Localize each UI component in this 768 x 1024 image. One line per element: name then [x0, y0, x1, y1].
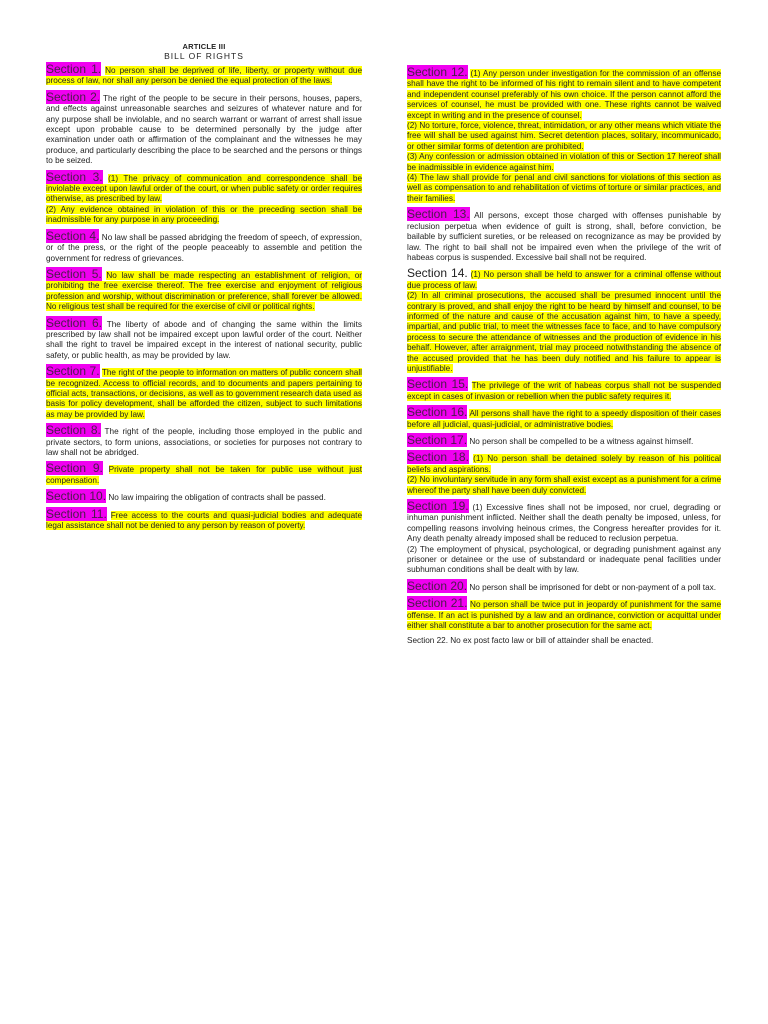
section-label: Section 19.: [407, 499, 469, 514]
section-subparagraph: [46, 205, 362, 226]
section-text: No law impairing the obligation of contracts shall be passed.: [108, 493, 326, 503]
section-subtext: (4) The law shall provide for penal and civil sanctions for violations of this section as well as compensation to and rehabilitation of victims of torture or similar practices, and their families.: [407, 173, 721, 203]
section-label: Section 16.: [407, 405, 468, 420]
section-left-6: [46, 365, 362, 420]
section-paragraph: [46, 268, 362, 313]
section-label: Section 13.: [407, 207, 470, 222]
section-text: The right of the people, including those employed in the public and private sectors, to form unions, associations, or societies for purposes not contrary to law shall not be abridged.: [46, 427, 362, 457]
section-paragraph: [46, 365, 362, 420]
section-paragraph: [407, 580, 721, 593]
section-subtext: (2) In all criminal prosecutions, the accused shall be presumed innocent until the contrary is proved, and shall enjoy the right to be heard by himself and counsel, to be informed of the nature and cause of the accusation against him, to have a speedy, impartial, and public trial, to meet the witnesses face to face, and to have compulsory process to secure the attendance of witnesses and the production of evidence in his behalf. However, after arraignment, trial may proceed notwithstanding the absence of the accused provided that he has been duly notified and his failure to appear is unjustifiable.: [407, 291, 721, 373]
section-label: Section 18.: [407, 450, 469, 465]
section-paragraph: [46, 490, 362, 503]
section-paragraph: [407, 267, 721, 291]
section-right-6: [407, 451, 721, 496]
section-right-1: [407, 208, 721, 263]
section-label: Section 7.: [46, 364, 100, 379]
section-paragraph: [407, 66, 721, 121]
section-text: No person shall be compelled to be a witness against himself.: [469, 437, 694, 446]
section-text: All persons shall have the right to a speedy disposition of their cases before all judicial, quasi-judicial, or administrative bodies.: [407, 409, 722, 429]
section-subparagraph: [407, 291, 721, 374]
section-right-10: [407, 636, 721, 646]
right-sections: [407, 66, 721, 646]
section-paragraph: [407, 434, 721, 447]
section-subparagraph: [407, 475, 721, 496]
section-paragraph: [407, 597, 721, 631]
section-left-2: [46, 171, 362, 226]
section-label: Section 12.: [407, 65, 468, 79]
section-left-5: [46, 317, 362, 362]
section-label: Section 10.: [46, 489, 107, 504]
section-text: (1) Excessive fines shall not be imposed, nor cruel, degrading or inhuman punishment inflicted. Neither shall the death penalty be imposed, unless, for compelling reasons involving heinous crimes, the Congress hereafter provides for it. Any death penalty already imposed shall be reduced to reclusion perpetua.: [407, 503, 722, 544]
section-text: The privilege of the writ of habeas corpus shall not be suspended except in cases of invasion or rebellion when the public safety requires it.: [407, 381, 721, 401]
section-text: No person shall be twice put in jeopardy of punishment for the same offense. If an act is punished by a law and an ordinance, conviction or acquittal under either shall constitute a bar to another prosecution for the same act.: [407, 600, 721, 631]
section-text: The right of the people to information on matters of public concern shall be recognized. Access to official records, and to documents and papers pertaining to official acts, transactions, or decisions, as well as to government research data used as basis for policy development, shall be afforded the citizen, subject to such limitations as may be provided by law.: [46, 368, 362, 419]
section-paragraph: [407, 451, 721, 475]
section-left-9: [46, 490, 362, 503]
section-right-3: [407, 378, 721, 402]
section-text: No law shall be passed abridging the freedom of speech, of expression, or of the press, or the right of the people peaceably to assemble and petition the government for redress of grievances.: [46, 232, 362, 263]
section-right-4: [407, 406, 721, 430]
section-subparagraph: [407, 545, 721, 576]
section-paragraph: [46, 91, 362, 167]
section-label: Section 11.: [46, 506, 107, 521]
section-text: No person shall be imprisoned for debt or non-payment of a poll tax.: [469, 582, 717, 592]
section-subparagraph: [407, 173, 721, 204]
section-right-0: [407, 66, 721, 204]
section-left-1: [46, 91, 362, 167]
section-subtext: (2) No torture, force, violence, threat, intimidation, or any other means which vitiate the free will shall be used against him. Secret detention places, solitary, incommunicado, or other similar forms of detention are prohibited.: [407, 121, 721, 151]
section-text: The right of the people to be secure in their persons, houses, papers, and effects against unreasonable searches and seizures of whatever nature and for any purpose shall be inviolable, and no search warrant or warrant of arrest shall issue except upon probable cause to be determined personally by the judge after examination under oath or affirmation of the complainant and the witnesses he may produce, and particularly describing the place to be searched and the persons or things to be seized.: [46, 93, 362, 166]
right-column: [407, 66, 721, 650]
section-paragraph: [407, 378, 721, 402]
section-left-3: [46, 230, 362, 264]
section-text: Section 22. No ex post facto law or bill of attainder shall be enacted.: [407, 635, 654, 645]
section-paragraph: [46, 462, 362, 486]
section-text: (1) No person shall be held to answer for a criminal offense without due process of law.: [407, 270, 721, 290]
section-text: All persons, except those charged with offenses punishable by reclusion perpetua when evidence of guilt is strong, shall, before conviction, be bailable by sufficient sureties, or be released on recognizance as may be provided by law. The right to bail shall not be impaired even when the privilege of the writ of habeas corpus is suspended. Excessive bail shall not be required.: [407, 211, 721, 262]
section-right-5: [407, 434, 721, 447]
section-paragraph: [46, 230, 362, 264]
section-label: Section 21.: [407, 596, 468, 611]
section-right-7: [407, 500, 721, 576]
section-subtext: (2) No involuntary servitude in any form shall exist except as a punishment for a crime whereof the party shall have been duly convicted.: [407, 475, 721, 495]
section-text: Free access to the courts and quasi-judicial bodies and adequate legal assistance shall not be denied to any person by reason of poverty.: [46, 510, 362, 531]
section-text: (1) Any person under investigation for the commission of an offense shall have the right to be informed of his right to remain silent and to have competent and independent counsel preferably of his own choice. If the person cannot afford the services of counsel, he must be provided with one. These rights cannot be waived except in writing and in the presence of counsel.: [407, 69, 721, 120]
section-left-7: [46, 424, 362, 458]
section-subtext: (2) Any evidence obtained in violation of this or the preceding section shall be inadmissible for any purpose in any proceeding.: [46, 204, 362, 225]
left-column: [46, 42, 362, 535]
section-subtext: (2) The employment of physical, psychological, or degrading punishment against any prisoner or detainee or the use of substandard or inadequate penal facilities under subhuman conditions shall be dealt with by law.: [407, 544, 721, 575]
section-paragraph: [46, 63, 362, 87]
section-subparagraph: [407, 121, 721, 152]
article-heading: ARTICLE III: [182, 42, 226, 51]
section-paragraph: [407, 406, 721, 430]
section-label: Section 14.: [407, 266, 468, 281]
section-paragraph: [407, 500, 721, 545]
section-label: Section 4.: [46, 228, 100, 243]
section-label: Section 15.: [407, 377, 469, 392]
section-label: Section 6.: [46, 315, 102, 330]
section-paragraph: [46, 317, 362, 362]
section-paragraph: [46, 424, 362, 458]
section-label: Section 1.: [46, 62, 102, 76]
section-left-4: [46, 268, 362, 313]
section-text: (1) No person shall be detained solely by reason of his political beliefs and aspirations.: [407, 454, 721, 474]
section-label: Section 8.: [46, 423, 101, 438]
section-text: No law shall be made respecting an establishment of religion, or prohibiting the free exercise thereof. The free exercise and enjoyment of religious profession and worship, without discrimination or preference, shall forever be allowed. No religious test shall be required for the exercise of civil or political rights.: [46, 270, 363, 312]
section-label: Section 17.: [407, 433, 468, 447]
section-text: Private property shall not be taken for public use without just compensation.: [46, 465, 362, 485]
section-text: (1) The privacy of communication and correspondence shall be inviolable except upon lawful order of the court, or when public safety or order requires otherwise, as prescribed by law.: [46, 173, 362, 204]
section-subtext: (3) Any confession or admission obtained in violation of this or Section 17 hereof shall be inadmissible in evidence against him.: [407, 152, 721, 172]
section-left-8: [46, 462, 362, 486]
section-label: Section 5.: [46, 266, 102, 281]
section-right-8: [407, 580, 721, 593]
section-right-2: [407, 267, 721, 374]
section-paragraph: [46, 171, 362, 205]
section-paragraph: [407, 208, 721, 263]
section-text: The liberty of abode and of changing the same within the limits prescribed by law shall not be impaired except upon lawful order of the court. Neither shall the right to travel be impaired except in the interest of national security, public safety, or public health, as may be provided by law.: [46, 319, 362, 360]
section-text: No person shall be deprived of life, liberty, or property without due process of law, nor shall any person be denied the equal protection of the laws.: [46, 66, 363, 86]
section-subparagraph: [407, 152, 721, 173]
section-left-0: [46, 63, 362, 87]
page-title: BILL OF RIGHTS: [164, 51, 244, 61]
section-label: Section 2.: [46, 89, 101, 104]
section-label: Section 9.: [46, 461, 103, 476]
section-left-10: [46, 508, 362, 532]
section-label: Section 20.: [407, 578, 468, 593]
section-paragraph: [407, 636, 721, 646]
section-right-9: [407, 597, 721, 631]
section-paragraph: [46, 508, 362, 532]
left-sections: [46, 63, 362, 531]
section-label: Section 3.: [46, 169, 103, 184]
